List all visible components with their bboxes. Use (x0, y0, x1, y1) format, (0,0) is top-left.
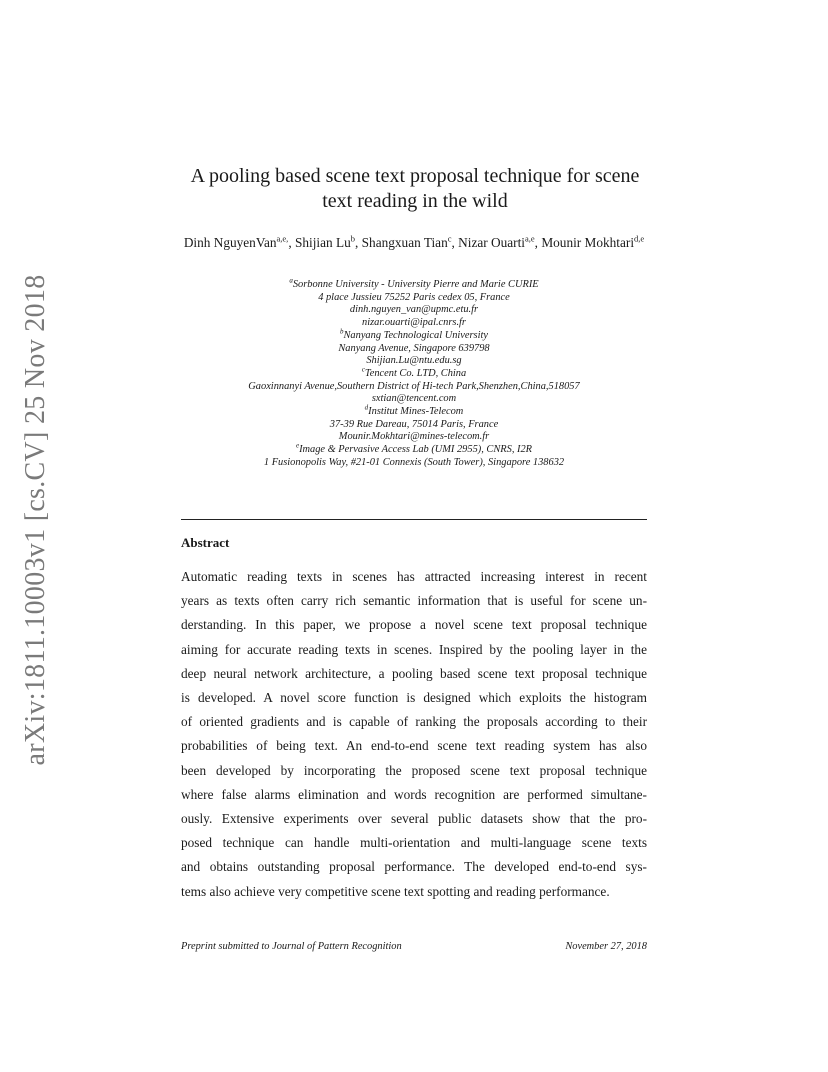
affiliation-text: Nanyang Technological University (343, 329, 488, 341)
title-line-2: text reading in the wild (322, 190, 508, 212)
author-affiliation-mark: b (350, 233, 355, 244)
abstract-line: where false alarms elimination and words recognition are performed simultane- (181, 786, 647, 802)
affiliation-line (150, 292, 678, 305)
author-affiliation-mark: c (447, 233, 452, 244)
affiliation-line (150, 393, 678, 406)
affiliation-mark: e (295, 441, 300, 450)
affiliation-line (150, 457, 678, 470)
abstract-line: of oriented gradients and is capable of ranking the proposals according to their (181, 714, 647, 730)
abstract-line: is developed. A novel score function is designed which exploits the histogram (181, 690, 647, 706)
affiliation-line (150, 355, 678, 368)
affiliation-text: Sorbonne University - University Pierre and Marie CURIE (292, 279, 539, 290)
affiliation-line (150, 317, 678, 330)
affiliation-text: Nanyang Avenue, Singapore 639798 (338, 342, 490, 354)
abstract-line: been developed by incorporating the proposed scene text proposal technique (181, 762, 647, 778)
arxiv-identifier: arXiv:1811.10003v1 [cs.CV] 25 Nov 2018 (20, 274, 51, 766)
preprint-date: November 27, 2018 (565, 941, 647, 952)
author-name: Shangxuan Tian (361, 235, 448, 250)
author-separator: , (288, 235, 295, 250)
email-text: sxtian@tencent.com (371, 393, 457, 405)
abstract-body (181, 565, 647, 904)
affiliations-block (150, 276, 678, 470)
affiliation-mark: a (289, 276, 293, 285)
paper-title (170, 164, 660, 214)
author-name: Dinh NguyenVan (183, 235, 277, 250)
affiliation-line (150, 343, 678, 356)
author-separator: , (534, 235, 542, 250)
email-text: dinh.nguyen_van@upmc.etu.fr (349, 304, 479, 316)
affiliation-line (150, 381, 678, 394)
affiliation-text: Institut Mines-Telecom (368, 406, 464, 418)
abstract-line: deep neural network architecture, a pooling based scene text proposal technique (181, 665, 647, 681)
author-separator: , (355, 235, 362, 250)
author-affiliation-mark: a,e, (276, 233, 289, 244)
affiliation-line (150, 276, 678, 292)
abstract-line: Automatic reading texts in scenes has attracted increasing interest in recent (181, 569, 647, 584)
affiliation-line (150, 431, 678, 444)
abstract-line: derstanding. In this paper, we propose a novel scene text proposal technique (181, 617, 647, 633)
affiliation-line (150, 327, 678, 343)
affiliation-mark: d (364, 403, 369, 412)
affiliation-mark: c (361, 365, 365, 374)
email-text: nizar.ouarti@ipal.cnrs.fr (362, 317, 466, 329)
abstract-line: tems also achieve very competitive scene text spotting and reading performance. (181, 883, 610, 899)
abstract-line: ously. Extensive experiments over several public datasets show that the pro- (181, 811, 647, 827)
abstract-line: years as texts often carry rich semantic information that is useful for scene un- (181, 593, 647, 609)
abstract-line: probabilities of being text. An end-to-end scene text reading system has also (181, 738, 647, 754)
author-name: Mounir Mokhtari (541, 235, 635, 250)
email-text: Mounir.Mokhtari@mines-telecom.fr (338, 431, 490, 443)
author-separator: , (451, 235, 459, 250)
author-name: Nizar Ouarti (458, 235, 525, 250)
abstract-heading: Abstract (181, 535, 230, 550)
affiliation-text: 37-39 Rue Dareau, 75014 Paris, France (329, 418, 499, 430)
affiliation-text: Image & Pervasive Access Lab (UMI 2955), CNRS, I2R (299, 444, 533, 456)
author-list (176, 234, 652, 252)
title-line-1: A pooling based scene text proposal technique for scene (190, 165, 640, 187)
abstract-line: aiming for accurate reading texts in scenes. Inspired by the pooling layer in the (181, 641, 647, 657)
author-affiliation-mark: a,e (525, 233, 535, 244)
affiliation-text: 1 Fusionopolis Way, #21-01 Connexis (South Tower), Singapore 138632 (263, 456, 565, 468)
affiliation-line (150, 419, 678, 432)
abstract-line: and obtains outstanding proposal performance. The developed end-to-end sys- (181, 859, 647, 875)
affiliation-text: Gaoxinnanyi Avenue,Southern District of Hi-tech Park,Shenzhen,China,518057 (248, 380, 580, 392)
affiliation-text: Tencent Co. LTD, China (364, 367, 467, 379)
abstract-divider (181, 519, 647, 520)
author-name: Shijian Lu (294, 235, 351, 250)
author-affiliation-mark: d,e (634, 233, 645, 244)
affiliation-line (150, 441, 678, 457)
affiliation-mark: b (340, 327, 344, 336)
affiliation-line (150, 403, 678, 419)
affiliation-line (150, 365, 678, 381)
preprint-note: Preprint submitted to Journal of Pattern Recognition (181, 941, 402, 952)
affiliation-line (150, 304, 678, 317)
email-text: Shijian.Lu@ntu.edu.sg (366, 355, 462, 367)
affiliation-text: 4 place Jussieu 75252 Paris cedex 05, France (318, 291, 510, 303)
abstract-line: posed technique can handle multi-orientation and multi-language scene texts (181, 835, 647, 851)
